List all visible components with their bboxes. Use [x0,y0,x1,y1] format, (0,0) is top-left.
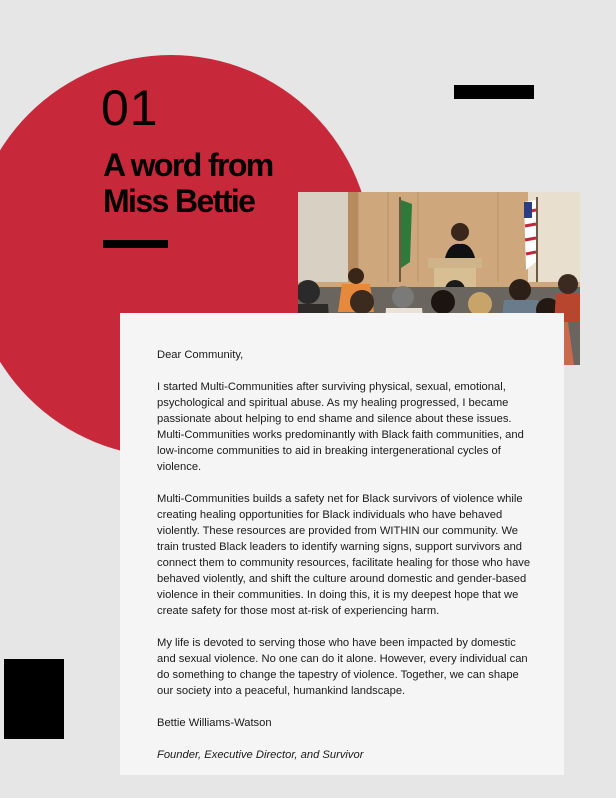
letter-card [120,313,564,775]
letter-paragraph-1: I started Multi-Communities after surviving physical, sexual, emotional, psychological and spiritual abuse. As my healing progressed, I became passionate about helping to end shame and silence about these issues. Multi-Communities works predominantly with Black faith communities, and low-income communities to aid in breaking intergenerational cycles of violence. [157,381,524,473]
section-number: 01 [101,80,159,136]
letter-paragraph-3: My life is devoted to serving those who have been impacted by domestic and sexual violence. No one can do it alone. However, every individual can do something to change the tapestry of violence. Together, we can shape our society into a peaceful, humankind landscape. [157,637,528,697]
letter-salutation: Dear Community, [157,349,244,361]
signature-name: Bettie Williams-Watson [157,717,272,729]
letter-body [157,347,537,779]
letter-paragraph-2: Multi-Communities builds a safety net for Black survivors of violence while creating healing opportunities for Black individuals who have behaved violently. These resources are provided from WITHIN our community. We train trusted Black leaders to identify warning signs, support survivors and connect them to community resources, facilitate healing for those who have behaved violently, and shift the culture around domestic and gender-based violence in their communities. In doing this, it is my deepest hope that we create safety for those most at-risk of experiencing harm. [157,493,531,617]
decorative-black-bar-top [454,85,534,99]
title-underline-bar [103,240,168,248]
signature-title: Founder, Executive Director, and Survivor [157,749,364,761]
page-title: A word from Miss Bettie [103,147,273,219]
decorative-black-block-left [4,659,64,739]
